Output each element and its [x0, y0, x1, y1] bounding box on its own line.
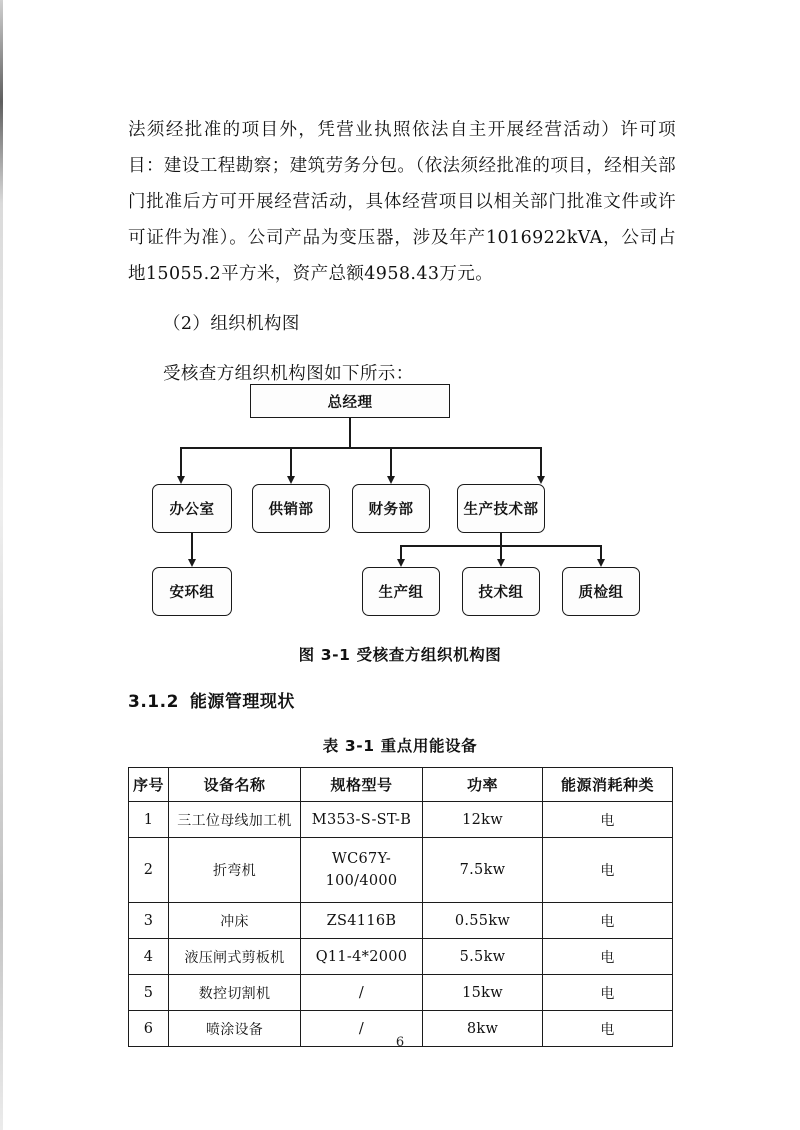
cell-no: 2 [129, 838, 169, 903]
paragraph-org-chart-label: （2）组织机构图 [163, 314, 300, 334]
section-title: 能源管理现状 [189, 692, 295, 712]
cell-no: 3 [129, 903, 169, 939]
org-arrow-finance [387, 476, 395, 484]
column-header-name: 设备名称 [169, 768, 301, 802]
cell-name: 冲床 [169, 903, 301, 939]
org-node-general-manager: 总经理 [250, 384, 450, 418]
cell-energy-type: 电 [543, 1011, 673, 1047]
section-heading [128, 687, 295, 712]
page-number: 6 [395, 1035, 405, 1050]
column-header-energy-type: 能源消耗种类 [543, 768, 673, 802]
org-arrow-qc-group [597, 559, 605, 567]
org-node-quality-inspection-group: 质检组 [562, 567, 640, 616]
org-arrow-office [177, 476, 185, 484]
paragraph-spacer-2 [128, 342, 676, 356]
figure-caption: 图 3-1 受核查方组织机构图 [298, 646, 502, 664]
table-header-row [129, 768, 673, 802]
paragraph-org-chart-intro: 受核查方组织机构图如下所示： [163, 364, 414, 384]
org-connector-bus-l2 [180, 447, 541, 449]
org-node-finance: 财务部 [352, 484, 430, 533]
org-connector-drop-qc-group [600, 545, 602, 559]
table-row [129, 802, 673, 838]
cell-name: 数控切割机 [169, 975, 301, 1011]
org-node-office: 办公室 [152, 484, 232, 533]
org-connector-drop-tech-group [500, 545, 502, 559]
org-node-production-group: 生产组 [362, 567, 440, 616]
org-arrow-production [537, 476, 545, 484]
cell-model: / [301, 1011, 423, 1047]
cell-name: 折弯机 [169, 838, 301, 903]
cell-power: 15kw [423, 975, 543, 1011]
cell-energy-type: 电 [543, 975, 673, 1011]
org-connector-drop-office [180, 447, 182, 476]
cell-no: 5 [129, 975, 169, 1011]
cell-name: 液压闸式剪板机 [169, 939, 301, 975]
org-connector-stem-production [500, 533, 502, 545]
cell-model [301, 838, 423, 903]
cell-name: 三工位母线加工机 [169, 802, 301, 838]
organization-chart [0, 372, 800, 622]
cell-no: 6 [129, 1011, 169, 1047]
cell-model: / [301, 975, 423, 1011]
cell-power: 0.55kw [423, 903, 543, 939]
org-connector-drop-prod-group [400, 545, 402, 559]
cell-model: M353-S-ST-B [301, 802, 423, 838]
cell-power: 8kw [423, 1011, 543, 1047]
paragraph-spacer [128, 292, 676, 306]
column-header-no: 序号 [129, 768, 169, 802]
cell-power: 7.5kw [423, 838, 543, 903]
section-number: 3.1.2 [128, 692, 179, 712]
cell-name: 喷涂设备 [169, 1011, 301, 1047]
cell-model: ZS4116B [301, 903, 423, 939]
key-energy-equipment-table [128, 767, 673, 1047]
cell-energy-type: 电 [543, 838, 673, 903]
table-row [129, 939, 673, 975]
column-header-power: 功率 [423, 768, 543, 802]
org-connector-drop-finance [390, 447, 392, 476]
cell-model-line2: 100/4000 [325, 873, 398, 889]
org-arrow-safety-group [188, 559, 196, 567]
org-node-production-technology: 生产技术部 [457, 484, 545, 533]
cell-energy-type: 电 [543, 903, 673, 939]
org-connector-stem-l1 [349, 418, 351, 447]
body-text-block [128, 112, 676, 392]
cell-energy-type: 电 [543, 802, 673, 838]
org-node-safety-environment-group: 安环组 [152, 567, 232, 616]
table-row [129, 838, 673, 903]
cell-model: Q11-4*2000 [301, 939, 423, 975]
cell-power: 5.5kw [423, 939, 543, 975]
table-caption: 表 3-1 重点用能设备 [322, 737, 478, 755]
cell-power: 12kw [423, 802, 543, 838]
table-row [129, 975, 673, 1011]
cell-no: 1 [129, 802, 169, 838]
column-header-model: 规格型号 [301, 768, 423, 802]
table-row [129, 903, 673, 939]
org-arrow-tech-group [497, 559, 505, 567]
org-connector-drop-production [540, 447, 542, 476]
cell-model-line1: WC67Y- [331, 851, 392, 867]
org-arrow-supply [287, 476, 295, 484]
cell-no: 4 [129, 939, 169, 975]
org-node-technology-group: 技术组 [462, 567, 540, 616]
org-connector-drop-supply [290, 447, 292, 476]
cell-energy-type: 电 [543, 939, 673, 975]
org-arrow-prod-group [397, 559, 405, 567]
org-node-supply-sales: 供销部 [252, 484, 330, 533]
paragraph-continuation: 法须经批准的项目外，凭营业执照依法自主开展经营活动）许可项目：建设工程勘察；建筑劳务分包。（依法须经批准的项目，经相关部门批准后方可开展经营活动，具体经营项目以相关部门批准文件或许可证件为准）。公司产品为变压器，涉及年产1016922kVA，公司占地15055.2平方米，资产总额4958.43万元。 [128, 120, 676, 284]
org-connector-office-to-safety [191, 533, 193, 559]
